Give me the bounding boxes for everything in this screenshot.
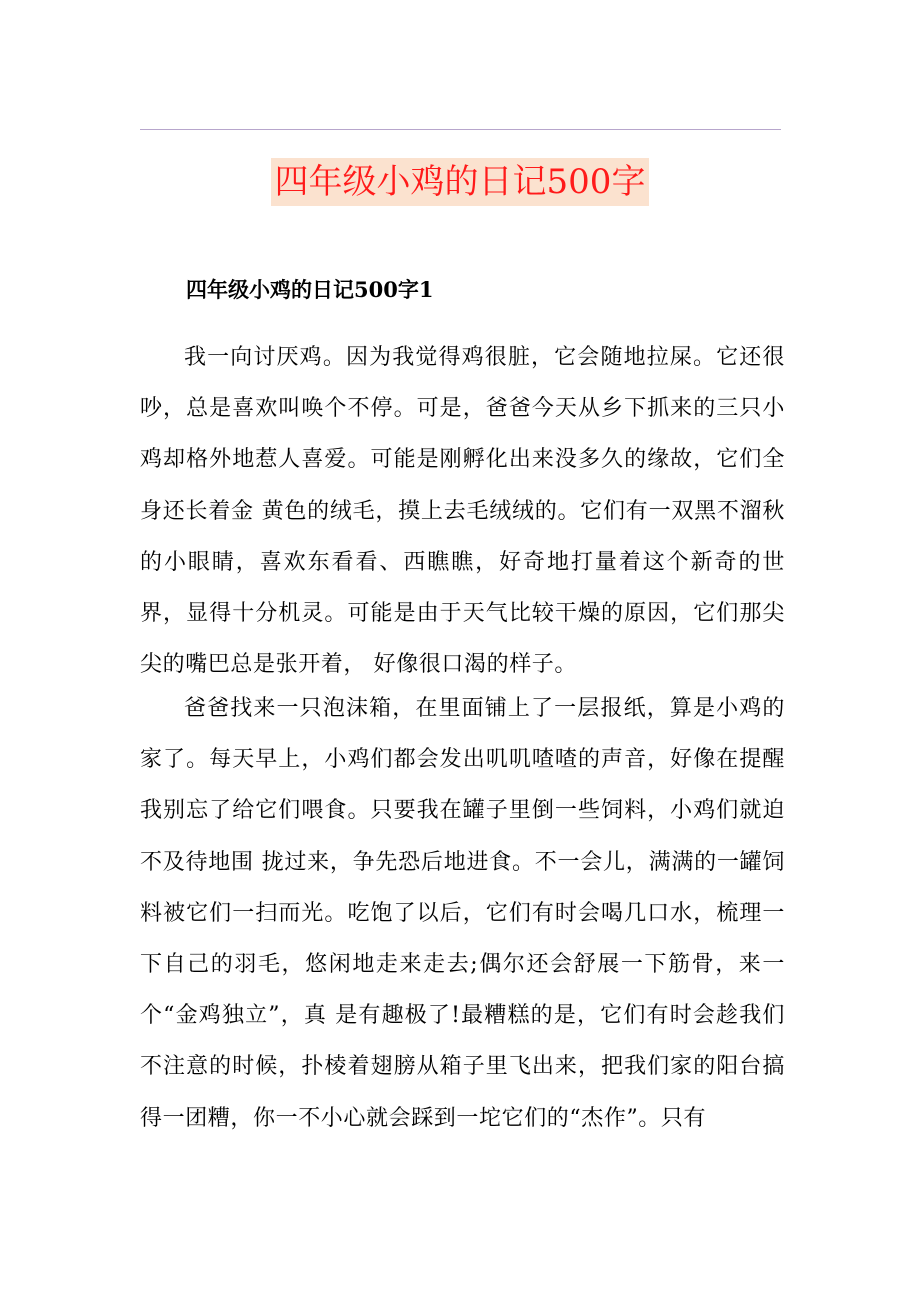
section-heading: 四年级小鸡的日记500字1: [186, 277, 434, 302]
document-title: 四年级小鸡的日记500字: [271, 158, 650, 206]
title-container: [0, 158, 920, 206]
header-rule: [140, 129, 781, 130]
paragraph-2: 爸爸找来一只泡沫箱，在里面铺上了一层报纸，算是小鸡的家了。每天早上，小鸡们都会发出叽叽喳喳的声音，好像在提醒我别忘了给它们喂食。只要我在罐子里倒一些饲料，小鸡们就迫不及待地围 拢过来，争先恐后地进食。不一会儿，满满的一罐饲料被它们一扫而光。吃饱了以后，它们有时会喝几口水，梳理一下自己的羽毛，悠闲地走来走去;偶尔还会舒展一下筋骨，来一个“金鸡独立”，真 是有趣极了!最糟糕的是，它们有时会趁我们不注意的时候，扑棱着翅膀从箱子里飞出来，把我们家的阳台搞得一团糟，你一不小心就会踩到一坨它们的“杰作”。只有: [140, 696, 785, 1131]
paragraph-1: 我一向讨厌鸡。因为我觉得鸡很脏，它会随地拉屎。它还很吵，总是喜欢叫唤个不停。可是，爸爸今天从乡下抓来的三只小鸡却格外地惹人喜爱。可能是刚孵化出来没多久的缘故，它们全身还长着金 黄色的绒毛，摸上去毛绒绒的。它们有一双黑不溜秋的小眼睛，喜欢东看看、西瞧瞧，好奇地打量着这个新奇的世界，显得十分机灵。可能是由于天气比较干燥的原因，它们那尖尖的嘴巴总是张开着， 好像很口渴的样子。: [140, 345, 785, 678]
